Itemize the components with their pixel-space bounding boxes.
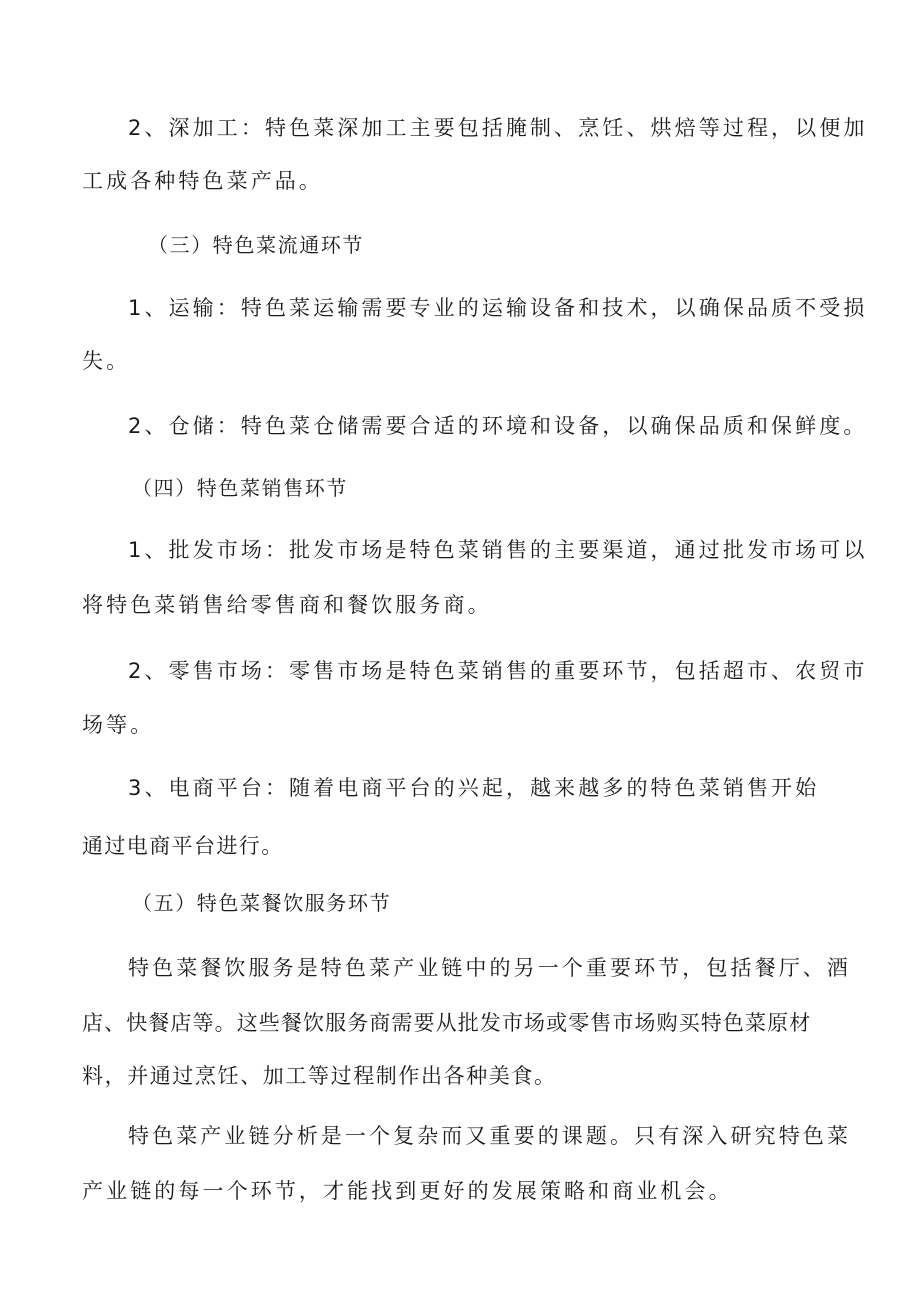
paragraph-storage: 2、仓储：特色菜仓储需要合适的环境和设备，以确保品质和保鲜度。 [128, 414, 868, 438]
paragraph-catering-line-2: 店、快餐店等。这些餐饮服务商需要从批发市场或零售市场购买特色菜原材 [82, 1011, 812, 1035]
paragraph-ecommerce-line-2: 通过电商平台进行。 [82, 834, 284, 858]
paragraph-deep-processing-line-1: 2、深加工：特色菜深加工主要包括腌制、烹饪、烘焙等过程，以便加 [128, 116, 868, 140]
section-heading-catering: （五）特色菜餐饮服务环节 [132, 891, 392, 915]
paragraph-conclusion-line-1: 特色菜产业链分析是一个复杂而又重要的课题。只有深入研究特色菜 [128, 1124, 851, 1148]
paragraph-catering-line-1: 特色菜餐饮服务是特色菜产业链中的另一个重要环节，包括餐厅、酒 [128, 956, 851, 980]
paragraph-conclusion-line-2: 产业链的每一个环节，才能找到更好的发展策略和商业机会。 [82, 1179, 733, 1203]
section-heading-circulation: （三）特色菜流通环节 [148, 233, 364, 257]
paragraph-retail-line-2: 场等。 [82, 713, 155, 737]
paragraph-deep-processing-line-2: 工成各种特色菜产品。 [82, 169, 323, 193]
paragraph-ecommerce-line-1: 3、电商平台：随着电商平台的兴起，越来越多的特色菜销售开始 [128, 776, 820, 800]
paragraph-retail-line-1: 2、零售市场：零售市场是特色菜销售的重要环节，包括超市、农贸市 [128, 659, 868, 683]
paragraph-catering-line-3: 料，并通过烹饪、加工等过程制作出各种美食。 [82, 1064, 557, 1088]
paragraph-wholesale-line-2: 将特色菜销售给零售商和餐饮服务商。 [82, 593, 492, 617]
paragraph-wholesale-line-1: 1、批发市场：批发市场是特色菜销售的主要渠道，通过批发市场可以 [128, 538, 868, 562]
paragraph-transport-line-2: 失。 [82, 349, 131, 373]
paragraph-transport-line-1: 1、运输：特色菜运输需要专业的运输设备和技术，以确保品质不受损 [128, 296, 868, 320]
section-heading-sales: （四）特色菜销售环节 [132, 476, 348, 500]
